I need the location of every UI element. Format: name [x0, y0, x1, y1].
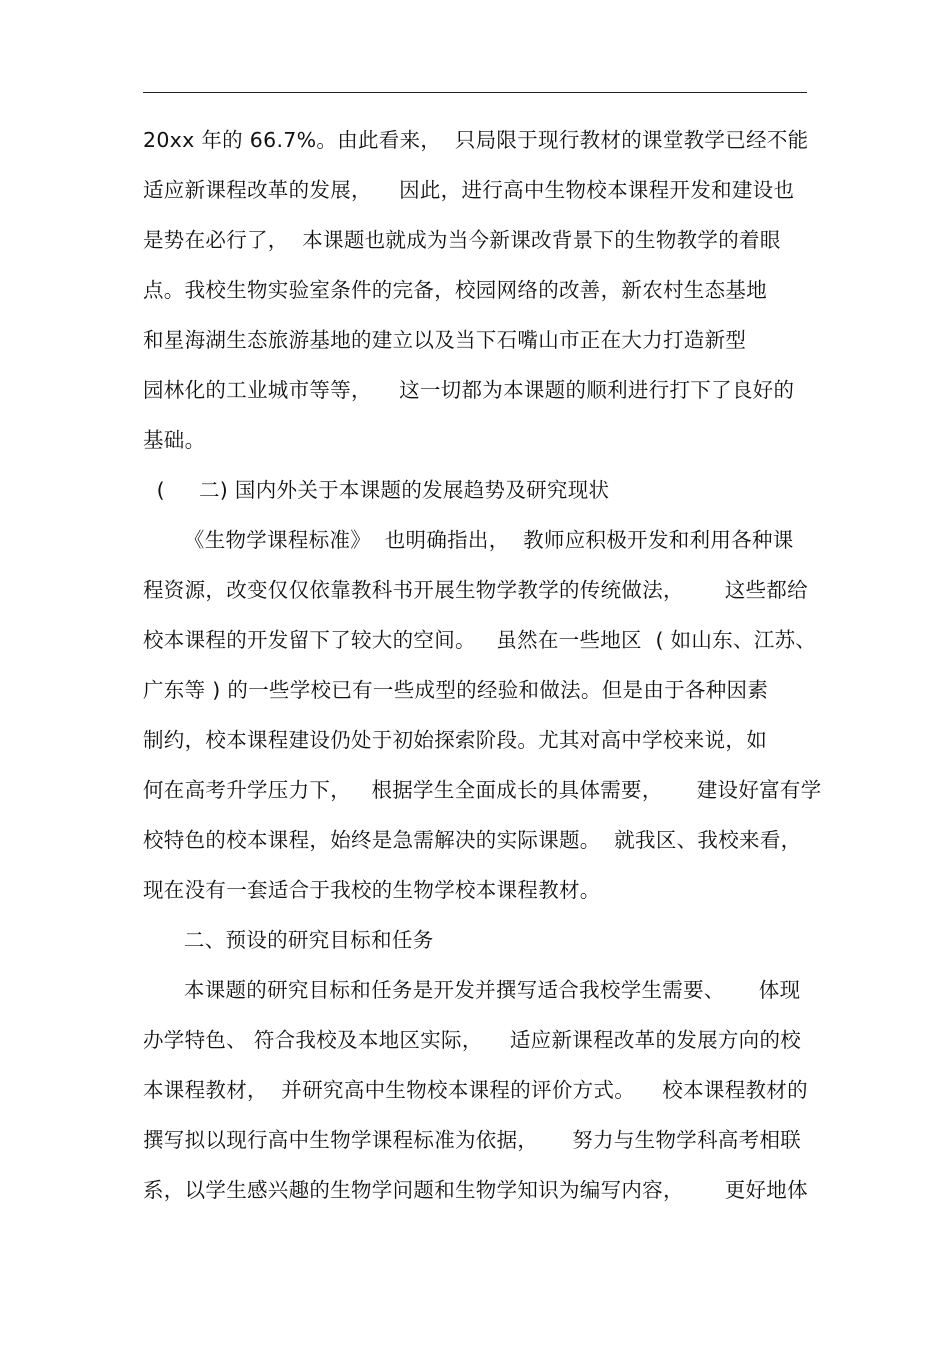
text-line: 20xx 年的 66.7%。由此看来， 只局限于现行教材的课堂教学已经不能 [143, 128, 809, 152]
text-line: 园林化的工业城市等等， 这一切都为本课题的顺利进行打下了良好的 [143, 378, 795, 402]
text-line: 现在没有一套适合于我校的生物学校本课程教材。 [143, 878, 601, 902]
text-line: 本课题的研究目标和任务是开发并撰写适合我校学生需要、 体现 [143, 978, 801, 1002]
text-line: 广东等 ) 的一些学校已有一些成型的经验和做法。但是由于各种因素 [143, 678, 769, 702]
header-rule [143, 92, 807, 93]
text-line: 办学特色、 符合我校及本地区实际， 适应新课程改革的发展方向的校 [143, 1028, 802, 1052]
text-line: 本课程教材， 并研究高中生物校本课程的评价方式。 校本课程教材的 [143, 1078, 808, 1102]
text-line: 适应新课程改革的发展， 因此，进行高中生物校本课程开发和建设也 [143, 178, 795, 202]
text-line: 《生物学课程标准》 也明确指出， 教师应积极开发和利用各种课 [143, 528, 794, 552]
text-line: 点。我校生物实验室条件的完备，校园网络的改善，新农村生态基地 [143, 278, 767, 302]
section-heading: ( 二) 国内外关于本课题的发展趋势及研究现状 [143, 478, 610, 502]
text-line: 制约，校本课程建设仍处于初始探索阶段。尤其对高中学校来说，如 [143, 728, 767, 752]
text-line: 何在高考升学压力下， 根据学生全面成长的具体需要， 建设好富有学 [143, 778, 822, 802]
text-line: 是势在必行了， 本课题也就成为当今新课改背景下的生物教学的着眼 [143, 228, 781, 252]
text-line: 校本课程的开发留下了较大的空间。 虽然在一些地区 ( 如山东、江苏、 [143, 628, 817, 652]
text-line: 校特色的校本课程，始终是急需解决的实际课题。 就我区、我校来看， [143, 828, 802, 852]
text-line: 系，以学生感兴趣的生物学问题和生物学知识为编写内容， 更好地体 [143, 1178, 808, 1202]
text-line: 基础。 [143, 428, 206, 452]
text-line: 和星海湖生态旅游基地的建立以及当下石嘴山市正在大力打造新型 [143, 328, 747, 352]
text-line: 撰写拟以现行高中生物学课程标准为依据， 努力与生物学科高考相联 [143, 1128, 802, 1152]
text-line: 程资源，改变仅仅依靠教科书开展生物学教学的传统做法， 这些都给 [143, 578, 808, 602]
section-heading: 二、预设的研究目标和任务 [143, 928, 434, 952]
